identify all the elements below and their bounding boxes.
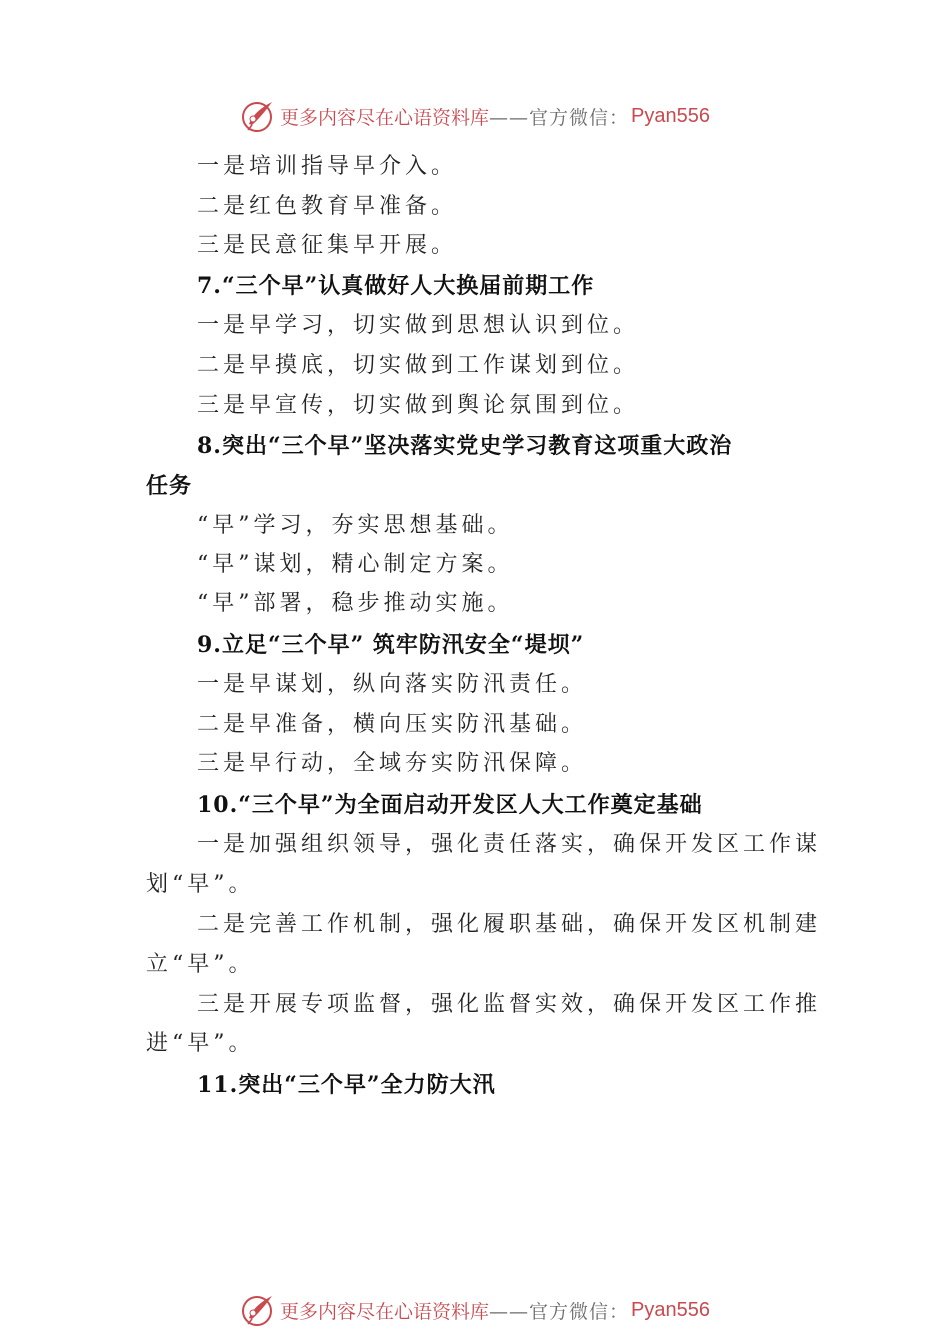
paragraph-line: 二是早准备，横向压实防汛基础。 bbox=[197, 712, 588, 737]
footer-watermark bbox=[0, 1290, 950, 1330]
watermark-id-text: Pyan556 bbox=[631, 1298, 710, 1321]
paragraph-line: 一是加强组织领导，强化责任落实，确保开发区工作谋 bbox=[197, 832, 822, 857]
watermark-grey-text: ——官方微信： bbox=[489, 106, 630, 129]
paragraph-line: “早”谋划，精心制定方案。 bbox=[197, 552, 514, 577]
section-heading: 11.突出“三个早”全力防大汛 bbox=[197, 1072, 496, 1098]
paragraph-line: 三是民意征集早开展。 bbox=[197, 233, 458, 258]
paragraph-line: 三是早宣传，切实做到舆论氛围到位。 bbox=[197, 393, 640, 418]
paragraph-line: 三是早行动，全域夯实防汛保障。 bbox=[197, 751, 588, 776]
quill-logo-icon bbox=[240, 1292, 276, 1328]
section-heading: 8.突出“三个早”坚决落实党史学习教育这项重大政治 bbox=[197, 433, 733, 459]
paragraph-line: 二是红色教育早准备。 bbox=[197, 194, 458, 219]
paragraph-line-continued: 划“早”。 bbox=[146, 872, 255, 897]
paragraph-line-continued: 进“早”。 bbox=[146, 1031, 255, 1056]
paragraph-line: 一是培训指导早介入。 bbox=[197, 154, 458, 179]
paragraph-line: “早”部署，稳步推动实施。 bbox=[197, 591, 514, 616]
paragraph-line: 一是早学习，切实做到思想认识到位。 bbox=[197, 313, 640, 338]
header-watermark bbox=[0, 96, 950, 136]
section-heading: 7.“三个早”认真做好人大换届前期工作 bbox=[197, 273, 595, 299]
paragraph-line: 二是完善工作机制，强化履职基础，确保开发区机制建 bbox=[197, 912, 822, 937]
paragraph-line: 三是开展专项监督，强化监督实效，确保开发区工作推 bbox=[197, 992, 822, 1017]
paragraph-line: 一是早谋划，纵向落实防汛责任。 bbox=[197, 672, 588, 697]
section-heading-continued: 任务 bbox=[146, 473, 193, 499]
paragraph-line-continued: 立“早”。 bbox=[146, 952, 255, 977]
paragraph-line: “早”学习，夯实思想基础。 bbox=[197, 513, 514, 538]
watermark-red-text: 更多内容尽在心语资料库 bbox=[280, 106, 490, 129]
watermark-red-text: 更多内容尽在心语资料库 bbox=[280, 1300, 490, 1323]
paragraph-line: 二是早摸底，切实做到工作谋划到位。 bbox=[197, 353, 640, 378]
watermark-id-text: Pyan556 bbox=[631, 104, 710, 127]
quill-logo-icon bbox=[240, 98, 276, 134]
section-heading: 10.“三个早”为全面启动开发区人大工作奠定基础 bbox=[197, 792, 703, 818]
watermark-grey-text: ——官方微信： bbox=[489, 1300, 630, 1323]
section-heading: 9.立足“三个早” 筑牢防汛安全“堤坝” bbox=[197, 632, 585, 658]
